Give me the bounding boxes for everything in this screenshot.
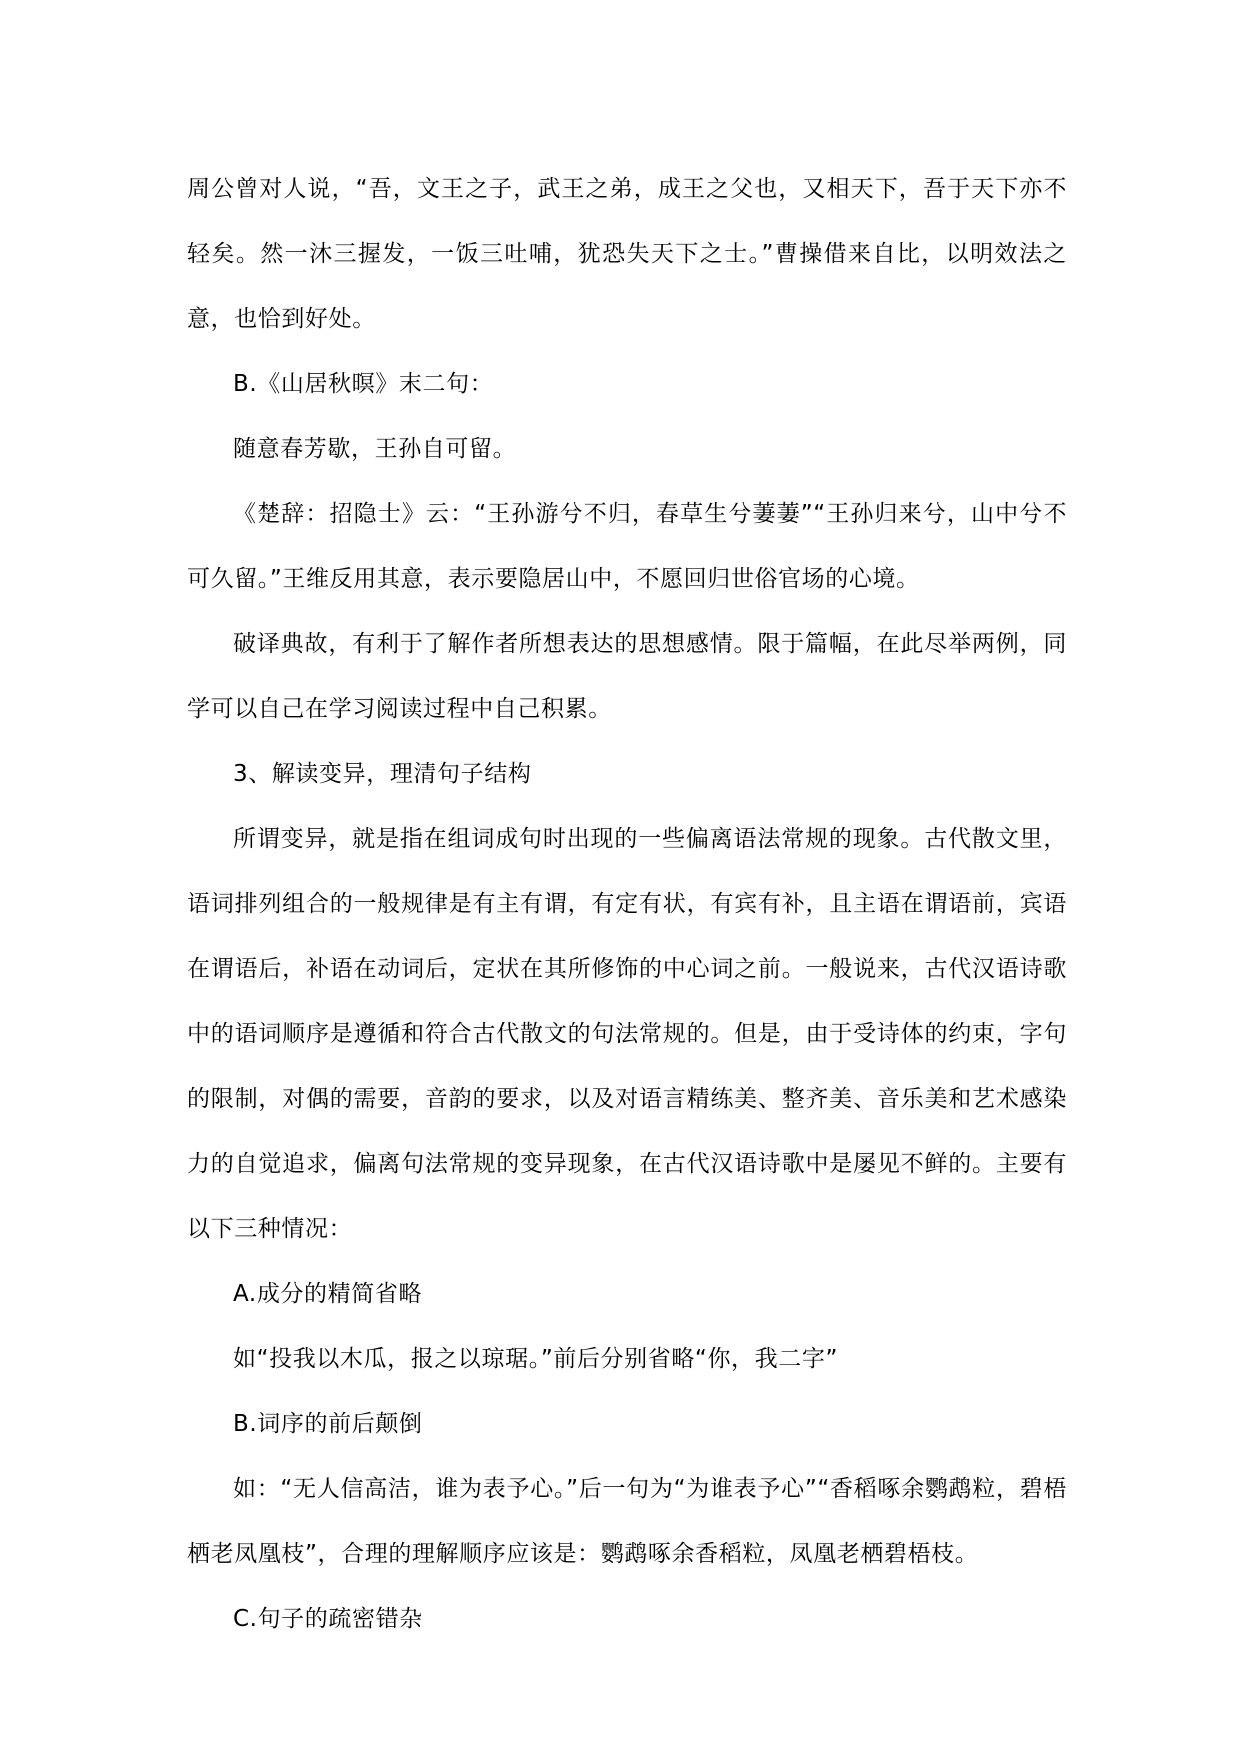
subheading-omission: A.成分的精简省略 [233,1281,423,1307]
paragraph-chuci: 《楚辞：招隐士》云：“王孙游兮不归，春草生兮萋萋”“王孙归来兮，山中兮不可久留。”王维反用其意，表示要隐居山中，不愿回归世俗官场的心境。 [187,501,1067,592]
document-page [187,157,1067,1652]
subheading-word-order: B.词序的前后颠倒 [233,1411,423,1437]
subheading-sentence-density: C.句子的疏密错杂 [233,1606,423,1632]
paragraph-poem-line: 随意春芳歇，王孙自可留。 [233,436,517,462]
paragraph-allusion-summary: 破译典故，有利于了解作者所想表达的思想感情。限于篇幅，在此尽举两例，同学可以自己在学习阅读过程中自己积累。 [187,631,1067,722]
paragraph-word-order-example: 如：“无人信高洁，谁为表予心。”后一句为“为谁表予心”“香稻啄余鹦鹉粒，碧梧栖老凤凰枝”，合理的理解顺序应该是：鹦鹉啄余香稻粒，凤凰老栖碧梧枝。 [187,1476,1067,1567]
paragraph-shanju-heading: B.《山居秋暝》末二句： [233,371,494,397]
paragraph-variation-definition: 所谓变异，就是指在组词成句时出现的一些偏离语法常规的现象。古代散文里，语词排列组合的一般规律是有主有谓，有定有状，有宾有补，且主语在谓语前，宾语在谓语后，补语在动词后，定状在其所修饰的中心词之前。一般说来，古代汉语诗歌中的语词顺序是遵循和符合古代散文的句法常规的。但是，由于受诗体的约束，字句的限制，对偶的需要，音韵的要求，以及对语言精练美、整齐美、音乐美和艺术感染力的自觉追求，偏离句法常规的变异现象，在古代汉语诗歌中是屡见不鲜的。主要有以下三种情况： [187,826,1067,1242]
paragraph-zhougong: 周公曾对人说，“吾，文王之子，武王之弟，成王之父也，又相天下，吾于天下亦不轻矣。然一沐三握发，一饭三吐哺，犹恐失天下之士。”曹操借来自比，以明效法之意，也恰到好处。 [187,176,1067,332]
paragraph-omission-example: 如“投我以木瓜，报之以琼琚。”前后分别省略“你，我二字” [233,1346,838,1372]
section-heading-variation: 3、解读变异，理清句子结构 [233,761,532,787]
